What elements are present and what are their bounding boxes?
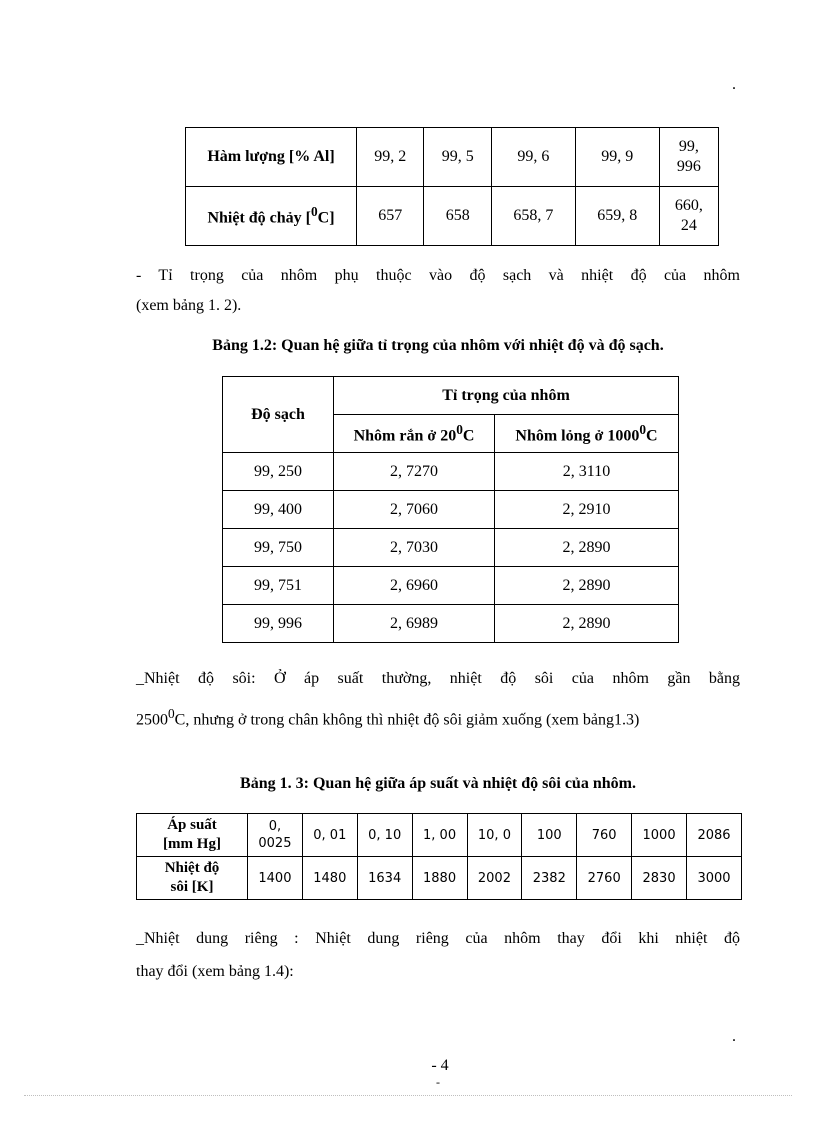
paragraph-density-line1: - Tỉ trọng của nhôm phụ thuộc vào độ sạch và nhiệt độ của nhôm xyxy=(136,267,740,284)
table-cell: 99, 6 xyxy=(491,128,575,187)
degree-sup: 0 xyxy=(168,706,175,721)
table-cell: 658, 7 xyxy=(491,187,575,246)
paragraph-boiling-line2 xyxy=(136,699,740,735)
cell-line: 0025 xyxy=(258,836,292,851)
table-cell: 99, 2 xyxy=(357,128,424,187)
table2-caption: Bảng 1.2: Quan hệ giữa tỉ trọng của nhôm với nhiệt độ và độ sạch. xyxy=(212,337,664,354)
melting-point-table xyxy=(185,127,719,246)
table-row xyxy=(186,128,719,187)
table-cell: 2, 7270 xyxy=(334,453,495,491)
table-cell: 0, 01 xyxy=(302,814,357,857)
paragraph-heat-line1: _Nhiệt dung riêng : Nhiệt dung riêng của nhôm thay đổi khi nhiệt độ xyxy=(136,930,740,947)
table-cell xyxy=(659,187,718,246)
table-cell: 99, 5 xyxy=(424,128,491,187)
table-cell: 2, 7030 xyxy=(334,529,495,567)
table-row xyxy=(186,187,719,246)
degree-sup: 0 xyxy=(456,421,463,437)
table-cell: 2760 xyxy=(577,857,632,900)
footer-divider xyxy=(24,1095,792,1096)
table-cell: 1480 xyxy=(302,857,357,900)
purity-header: Độ sạch xyxy=(223,377,334,453)
paragraph-density-line2: (xem bảng 1. 2). xyxy=(136,297,242,314)
table-row xyxy=(223,567,679,605)
header-text: Nhôm rắn ở 20 xyxy=(353,427,457,445)
table-cell: 0, 10 xyxy=(357,814,412,857)
table-cell: 3000 xyxy=(687,857,742,900)
header-line: Áp suất xyxy=(167,817,217,833)
table-cell: 657 xyxy=(357,187,424,246)
row-header-melting xyxy=(186,187,357,246)
cell-line: 996 xyxy=(676,158,701,175)
table-cell: 1880 xyxy=(412,857,467,900)
table-cell: 659, 8 xyxy=(575,187,659,246)
boiling-point-table xyxy=(136,813,742,900)
table-row xyxy=(137,814,742,857)
header-text: Nhôm lỏng ở 1000 xyxy=(515,427,640,445)
pressure-header xyxy=(137,814,248,857)
header-line: [mm Hg] xyxy=(163,836,221,852)
table-row xyxy=(223,491,679,529)
page-number: - 4 xyxy=(431,1057,449,1074)
table-row xyxy=(223,605,679,643)
table-cell: 1, 00 xyxy=(412,814,467,857)
table-cell xyxy=(248,814,303,857)
table-cell xyxy=(659,128,718,187)
header-text-end: C] xyxy=(317,209,335,227)
table-cell: 99, 250 xyxy=(223,453,334,491)
table-cell: 10, 0 xyxy=(467,814,522,857)
header-line: sôi [K] xyxy=(170,879,214,895)
table-cell: 2382 xyxy=(522,857,577,900)
cell-line: 24 xyxy=(680,217,697,234)
temp-value: 2500 xyxy=(136,711,168,729)
row-header-content: Hàm lượng [% Al] xyxy=(186,128,357,187)
table-header-row xyxy=(223,377,679,415)
top-dot-mark: . xyxy=(732,76,736,93)
table-cell: 2002 xyxy=(467,857,522,900)
header-line: Nhiệt độ xyxy=(164,860,220,876)
table-cell: 99, 751 xyxy=(223,567,334,605)
cell-line: 99, xyxy=(678,138,699,155)
cell-line: 660, xyxy=(674,197,703,214)
boiling-header xyxy=(137,857,248,900)
liquid-header xyxy=(495,415,679,453)
table-cell: 2, 3110 xyxy=(495,453,679,491)
table-cell: 1000 xyxy=(632,814,687,857)
table-cell: 1400 xyxy=(248,857,303,900)
table-cell: 2, 2890 xyxy=(495,605,679,643)
table-cell: 2, 6960 xyxy=(334,567,495,605)
table-cell: 99, 996 xyxy=(223,605,334,643)
table-row xyxy=(223,529,679,567)
header-text-end: C xyxy=(462,427,475,445)
bottom-dot-mark: . xyxy=(732,1028,736,1045)
table-cell: 2086 xyxy=(687,814,742,857)
table-cell: 100 xyxy=(522,814,577,857)
table-cell: 2, 7060 xyxy=(334,491,495,529)
table-cell: 658 xyxy=(424,187,491,246)
table-cell: 2, 2890 xyxy=(495,567,679,605)
table-cell: 760 xyxy=(577,814,632,857)
cell-line: 0, xyxy=(268,819,282,834)
density-table xyxy=(222,376,679,643)
paragraph-heat-line2: thay đổi (xem bảng 1.4): xyxy=(136,963,294,980)
table-cell: 99, 750 xyxy=(223,529,334,567)
table-row xyxy=(137,857,742,900)
table-cell: 2, 2890 xyxy=(495,529,679,567)
header-text: Nhiệt độ chảy [ xyxy=(207,209,311,227)
table-cell: 99, 9 xyxy=(575,128,659,187)
table-cell: 1634 xyxy=(357,857,412,900)
header-text-end: C xyxy=(646,427,658,445)
density-group-header: Tỉ trọng của nhôm xyxy=(334,377,679,415)
table-cell: 99, 400 xyxy=(223,491,334,529)
solid-header xyxy=(334,415,495,453)
paragraph-boiling-line1: _Nhiệt độ sôi: Ở áp suất thường, nhiệt độ sôi của nhôm gần bằng xyxy=(136,670,740,687)
degree-sup: 0 xyxy=(311,204,318,220)
table-cell: 2, 2910 xyxy=(495,491,679,529)
table-cell: 2, 6989 xyxy=(334,605,495,643)
paragraph-text: C, nhưng ở trong chân không thì nhiệt độ sôi giảm xuống (xem bảng1.3) xyxy=(174,711,640,729)
table-cell: 2830 xyxy=(632,857,687,900)
page-number-dash: - xyxy=(436,1075,440,1089)
table3-caption: Bảng 1. 3: Quan hệ giữa áp suất và nhiệt độ sôi của nhôm. xyxy=(240,775,636,792)
table-row xyxy=(223,453,679,491)
degree-sup: 0 xyxy=(639,421,647,437)
